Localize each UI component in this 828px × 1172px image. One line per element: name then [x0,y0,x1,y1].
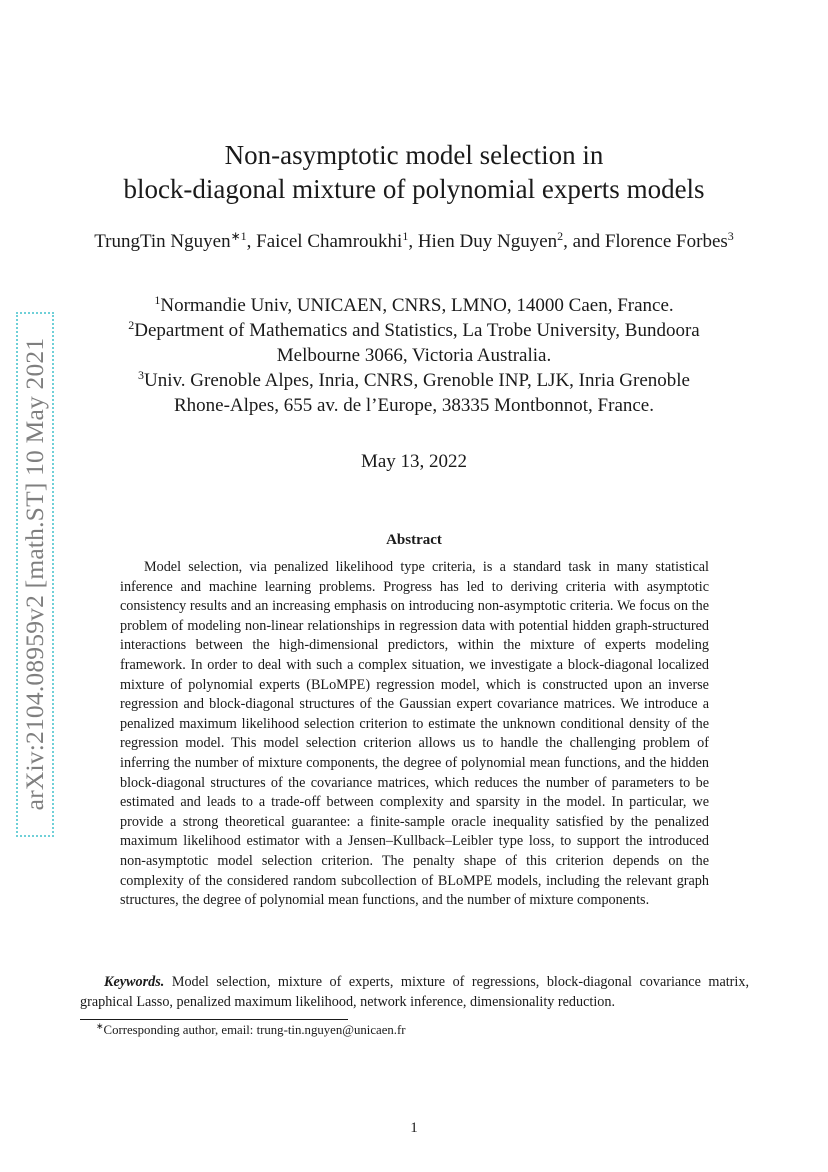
affiliation-2-cont: Melbourne 3066, Victoria Australia. [276,345,552,366]
author-separator: , [408,231,418,252]
paper-date: May 13, 2022 [360,451,468,472]
author-name: Florence Forbes [604,231,728,252]
affiliation-1 [60,293,768,318]
affiliation-mark: 2 [128,318,135,332]
affiliation-mark: 3 [138,368,144,382]
abstract-body: Model selection, via penalized likelihood type criteria, is a standard task in many statistical inference and machine learning problems. Progress has led to deriving criteria with asymptotic consistency results and an increasing emphasis on introducing non-asymptotic criteria. We focus on the problem of modeling non-linear relationships in regression data with potential hidden graph-structured interactions between the high-dimensional predictors, within the mixture of experts modeling framework. In order to deal with such a complex situation, we investigate a block-diagonal localized mixture of polynomial experts (BLoMPE) regression model, which is constructed upon an inverse regression and block-diagonal structures of the Gaussian expert covariance matrices. We introduce a penalized maximum likelihood selection criterion to estimate the unknown conditional density of the regression model. This model selection criterion allows us to handle the challenging problem of inferring the number of mixture components, the degree of polynomial mean functions, and the hidden block-diagonal structures of the covariance matrices, which reduces the number of parameters to be estimated and leads to a trade-off between complexity and sparsity in the model. In particular, we provide a strong theoretical guarantee: a finite-sample oracle inequality satisfied by the penalized maximum likelihood estimator with a Jensen–Kullback–Leibler type loss, to support the introduced non-asymptotic model selection criterion. The penalty shape of this criterion depends on the complexity of the considered random subcollection of BLoMPE models, including the relevant graph structures, the degree of polynomial mean functions, and the number of mixture components. [120,559,709,909]
paper-title [0,138,828,206]
author-name: Faicel Chamroukhi [256,231,403,252]
author-separator: , [246,231,257,252]
author-name: Hien Duy Nguyen [417,231,558,252]
keywords-text: Model selection, mixture of experts, mixture of regressions, block-diagonal covariance matrix, graphical Lasso, penalized maximum likelihood, network inference, dimensionality reduction. [80,974,749,1010]
author-name: TrungTin Nguyen [94,231,231,252]
footnote [96,1022,406,1039]
footnote-mark: ∗ [96,1021,104,1031]
abstract-heading: Abstract [386,532,442,548]
author-separator: , and [563,231,605,252]
affiliation-3-cont: Rhone-Alpes, 655 av. de l’Europe, 38335 Montbonnot, France. [173,395,654,416]
author-list [80,229,748,254]
affiliation-text: Normandie Univ, UNICAEN, CNRS, LMNO, 14000 Caen, France. [160,295,674,316]
affiliation-text: Univ. Grenoble Alpes, Inria, CNRS, Grenoble INP, LJK, Inria Grenoble [144,370,690,391]
author-affiliation-mark[interactable]: ∗1 [230,229,247,243]
affiliation-3 [60,368,768,393]
author-affiliation-mark: 2 [557,229,564,243]
footnote-text: Corresponding author, email: trung-tin.nguyen@unicaen.fr [103,1023,406,1037]
title-line-1: Non-asymptotic model selection in [224,140,604,170]
author-affiliation-mark: 1 [402,229,409,243]
affiliation-2 [60,318,768,343]
title-line-2: block-diagonal mixture of polynomial experts models [123,174,705,204]
footnote-rule [80,1019,348,1020]
arxiv-stamp [16,312,54,837]
keywords-label: Keywords. [104,974,165,990]
page-number: 1 [410,1120,418,1136]
affiliation-mark: 1 [154,293,161,307]
arxiv-stamp-text[interactable]: arXiv:2104.08959v2 [math.ST] 10 May 2021 [20,337,49,811]
affiliation-list [60,293,768,418]
affiliation-text: Department of Mathematics and Statistics, La Trobe University, Bundoora [134,320,700,341]
keywords-paragraph [80,972,749,1012]
author-affiliation-mark: 3 [727,229,734,243]
